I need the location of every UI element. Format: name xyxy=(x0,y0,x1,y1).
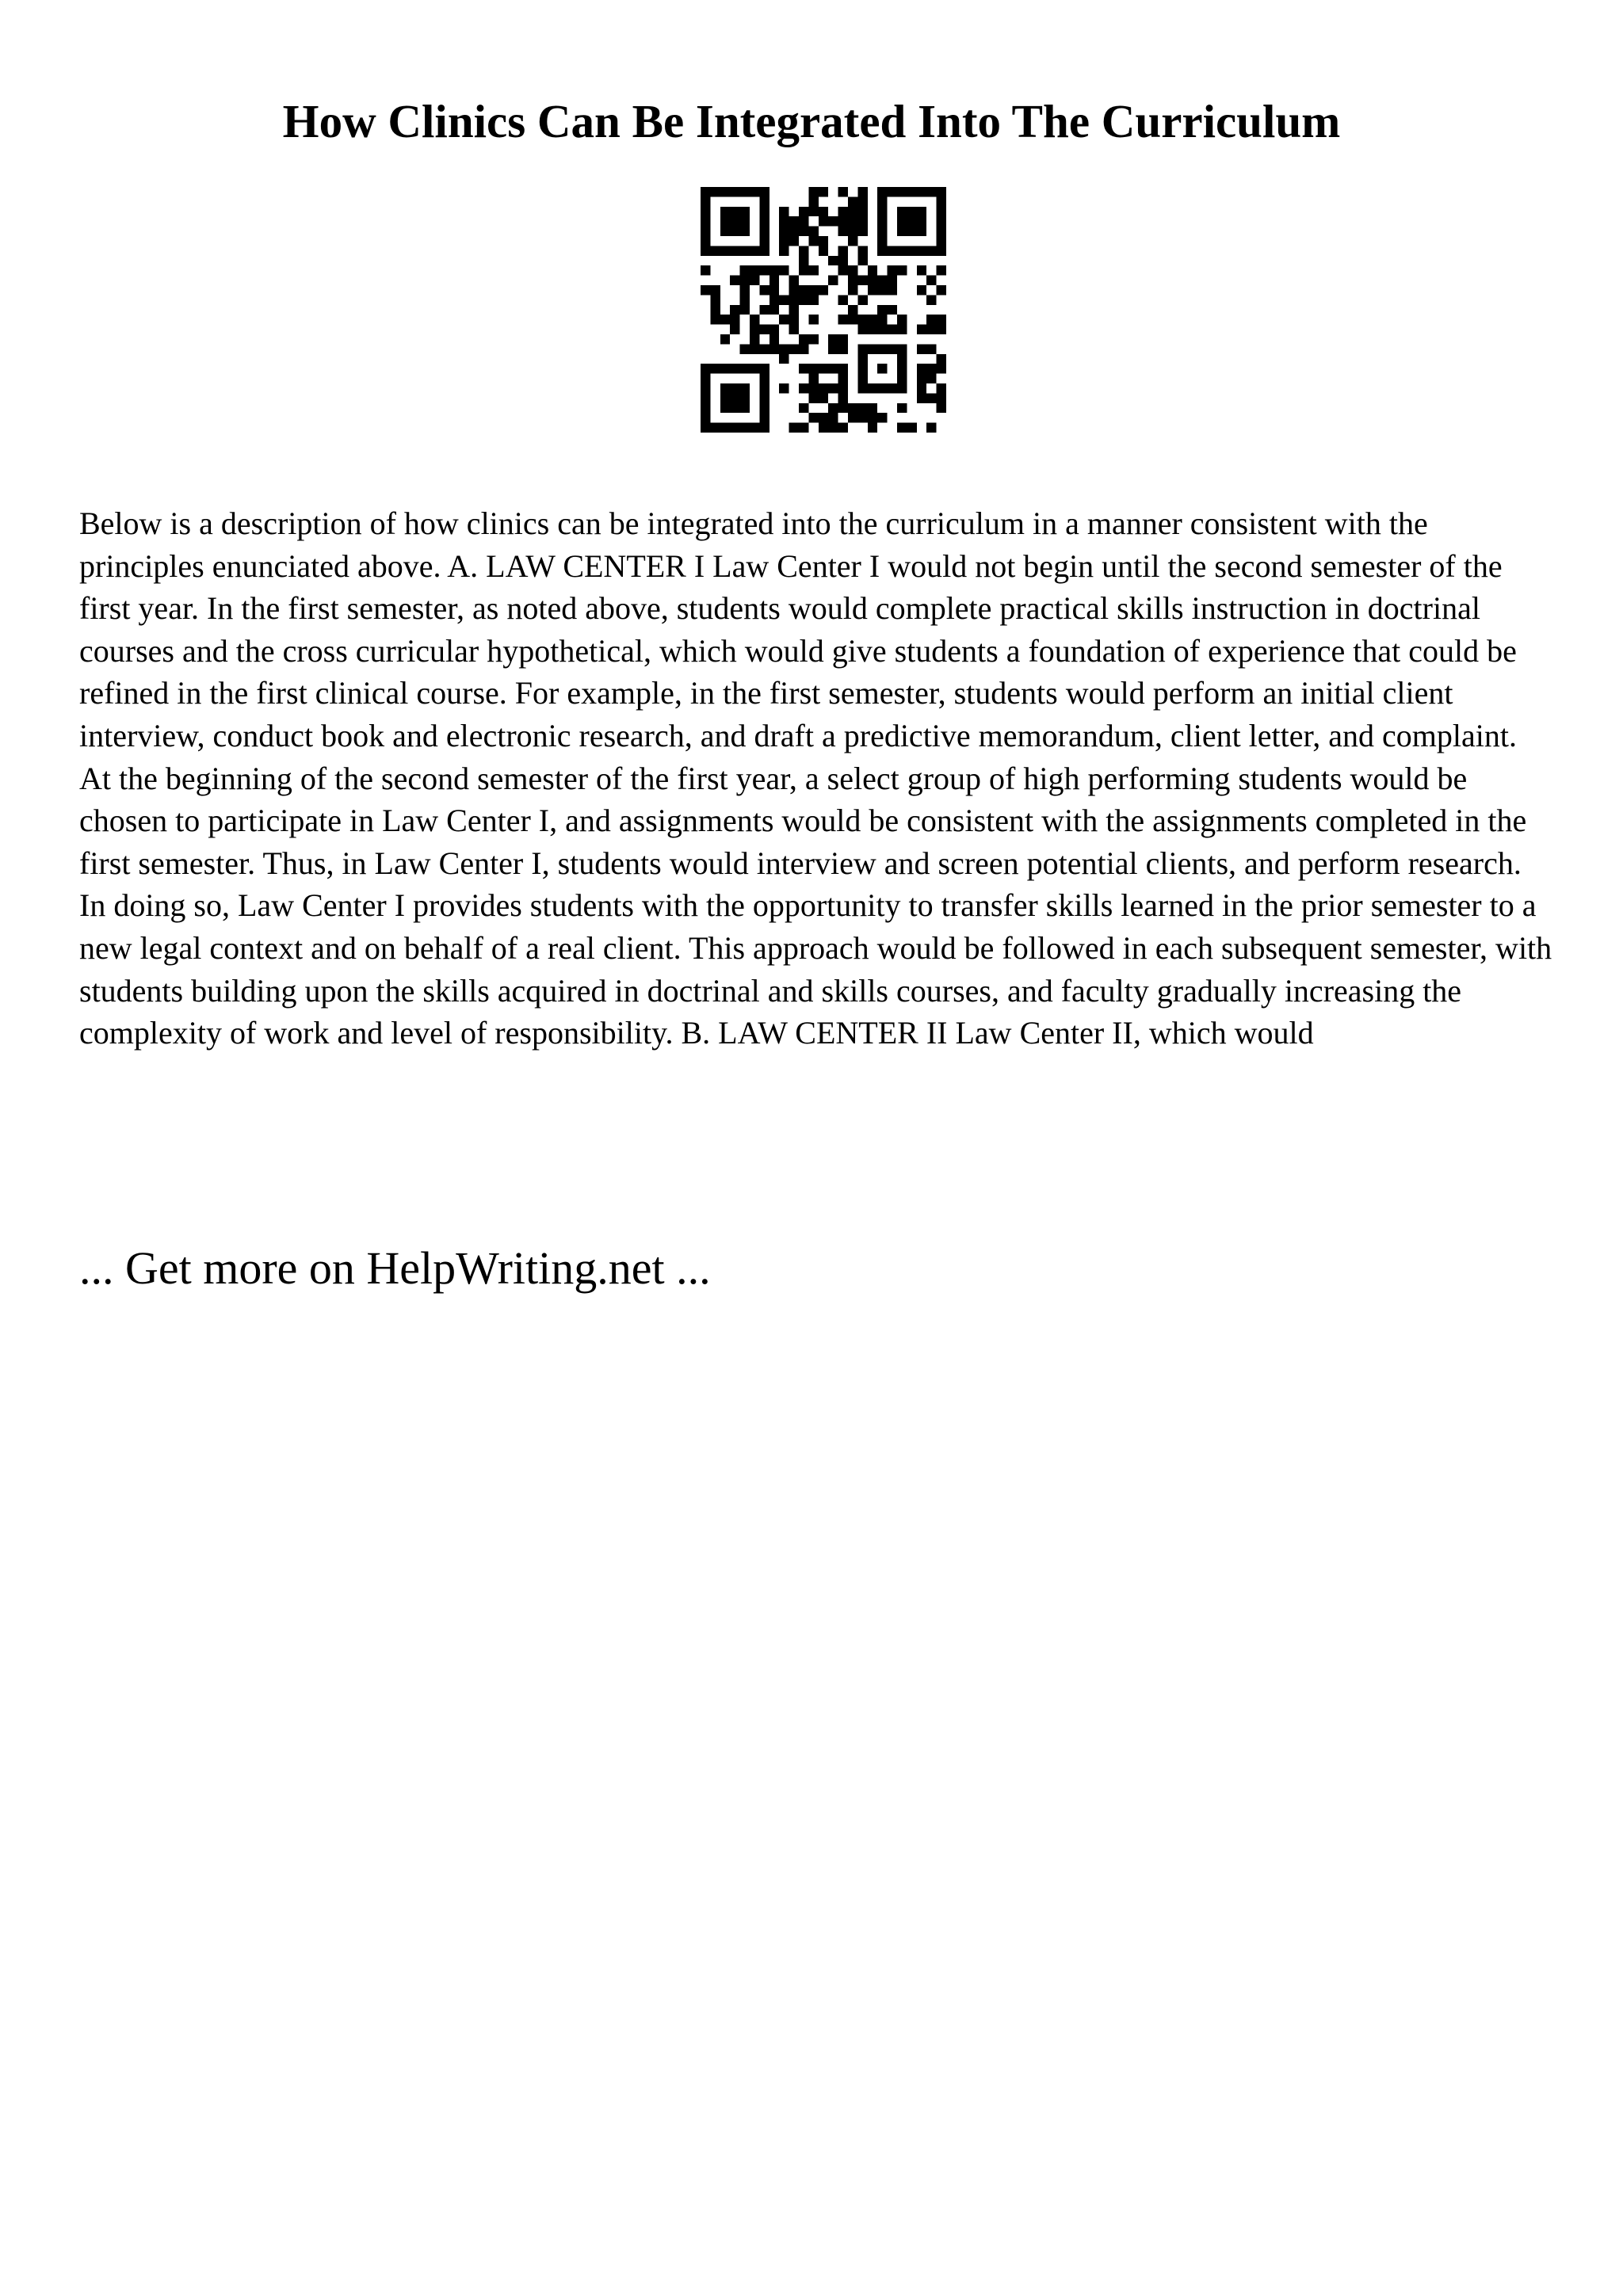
document-title: How Clinics Can Be Integrated Into The Curriculum xyxy=(282,95,1341,147)
document-body: Below is a description of how clinics can be integrated into the curriculum in a manner consistent with the principles enunciated above. A. LAW CENTER I Law Center I would not begin until the second semester of the first year. In the first semester, as noted above, students would complete practical skills instruction in doctrinal courses and the cross curricular hypothetical, which would give students a foundation of experience that could be refined in the first clinical course. For example, in the first semester, students would perform an initial client interview, conduct book and electronic research, and draft a predictive memorandum, client letter, and complaint. At the beginning of the second semester of the first year, a select group of high performing students would be chosen to participate in Law Center I, and assignments would be consistent with the assignments completed in the first semester. Thus, in Law Center I, students would interview and screen potential clients, and perform research. In doing so, Law Center I provides students with the opportunity to transfer skills learned in the prior semester to a new legal context and on behalf of a real client. This approach would be followed in each subsequent semester, with students building upon the skills acquired in doctrinal and skills courses, and faculty gradually increasing the complexity of work and level of responsibility. B. LAW CENTER II Law Center II, which would xyxy=(79,505,1552,1051)
qr-code-icon[interactable] xyxy=(701,187,946,433)
qr-code-graphic xyxy=(701,187,946,433)
get-more-link[interactable]: ... Get more on HelpWriting.net ... xyxy=(79,1242,711,1294)
